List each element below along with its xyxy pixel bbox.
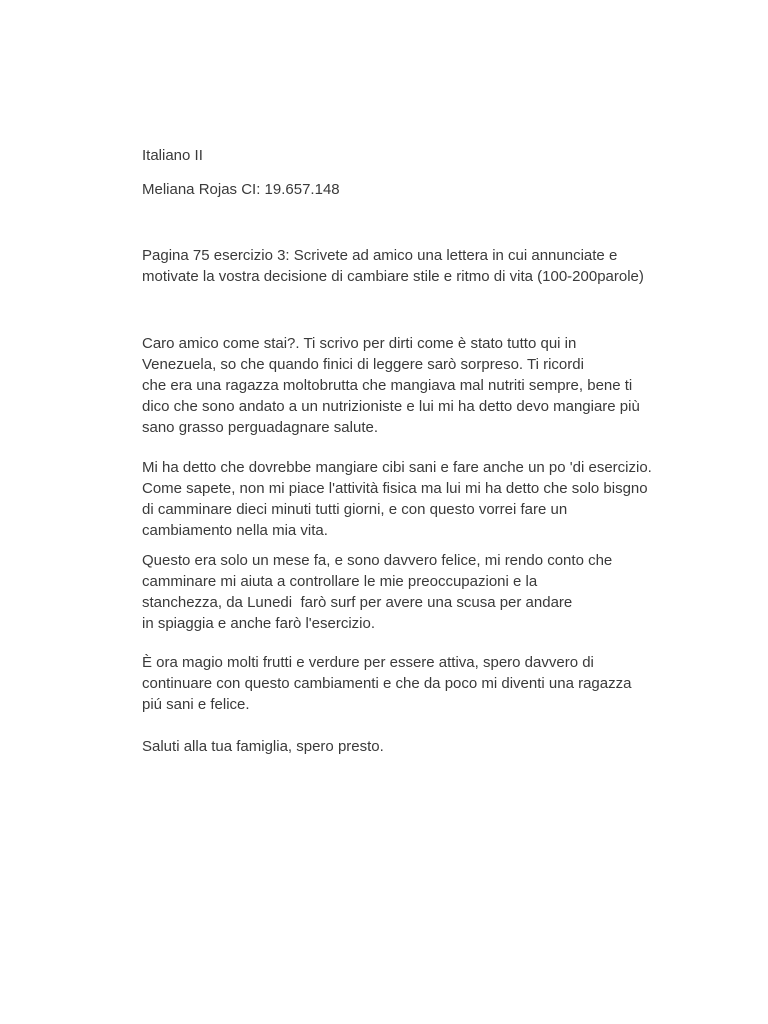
letter-paragraph-1 bbox=[142, 333, 660, 438]
paragraph-line: Caro amico come stai?. Ti scrivo per dirti come è stato tutto qui in bbox=[142, 335, 577, 352]
paragraph-line: È ora magio molti frutti e verdure per essere attiva, spero davvero di bbox=[142, 654, 594, 671]
author-text: Meliana Rojas CI: 19.657.148 bbox=[142, 181, 340, 198]
letter-paragraph-2 bbox=[142, 457, 660, 541]
author-line bbox=[142, 179, 660, 200]
closing-text: Saluti alla tua famiglia, spero presto. bbox=[142, 738, 384, 755]
exercise-prompt bbox=[142, 245, 660, 287]
paragraph-line: stanchezza, da Lunedi farò surf per avere una scusa per andare bbox=[142, 594, 573, 611]
course-title-text: Italiano II bbox=[142, 147, 203, 164]
exercise-line-2: motivate la vostra decisione di cambiare stile e ritmo di vita (100-200parole) bbox=[142, 268, 644, 285]
paragraph-line: dico che sono andato a un nutrizioniste e lui mi ha detto devo mangiare più bbox=[142, 398, 640, 415]
letter-closing bbox=[142, 736, 660, 757]
paragraph-line: Mi ha detto che dovrebbe mangiare cibi sani e fare anche un po 'di esercizio. bbox=[142, 459, 652, 476]
paragraph-line: cambiamento nella mia vita. bbox=[142, 522, 328, 539]
paragraph-line: in spiaggia e anche farò l'esercizio. bbox=[142, 615, 375, 632]
letter-paragraph-4 bbox=[142, 652, 660, 715]
paragraph-line: Questo era solo un mese fa, e sono davvero felice, mi rendo conto che bbox=[142, 552, 613, 569]
paragraph-line: piú sani e felice. bbox=[142, 696, 250, 713]
paragraph-line: sano grasso perguadagnare salute. bbox=[142, 419, 379, 436]
paragraph-line: Come sapete, non mi piace l'attività fisica ma lui mi ha detto che solo bisgno bbox=[142, 480, 648, 497]
paragraph-line: di camminare dieci minuti tutti giorni, e con questo vorrei fare un bbox=[142, 501, 568, 518]
paragraph-line: Venezuela, so che quando finici di leggere sarò sorpreso. Ti ricordi bbox=[142, 356, 584, 373]
paragraph-line: continuare con questo cambiamenti e che da poco mi diventi una ragazza bbox=[142, 675, 632, 692]
paragraph-line: camminare mi aiuta a controllare le mie preoccupazioni e la bbox=[142, 573, 538, 590]
exercise-line-1: Pagina 75 esercizio 3: Scrivete ad amico una lettera in cui annunciate e bbox=[142, 247, 618, 264]
paragraph-line: che era una ragazza moltobrutta che mangiava mal nutriti sempre, bene ti bbox=[142, 377, 633, 394]
course-title bbox=[142, 145, 660, 166]
letter-paragraph-3 bbox=[142, 550, 660, 634]
